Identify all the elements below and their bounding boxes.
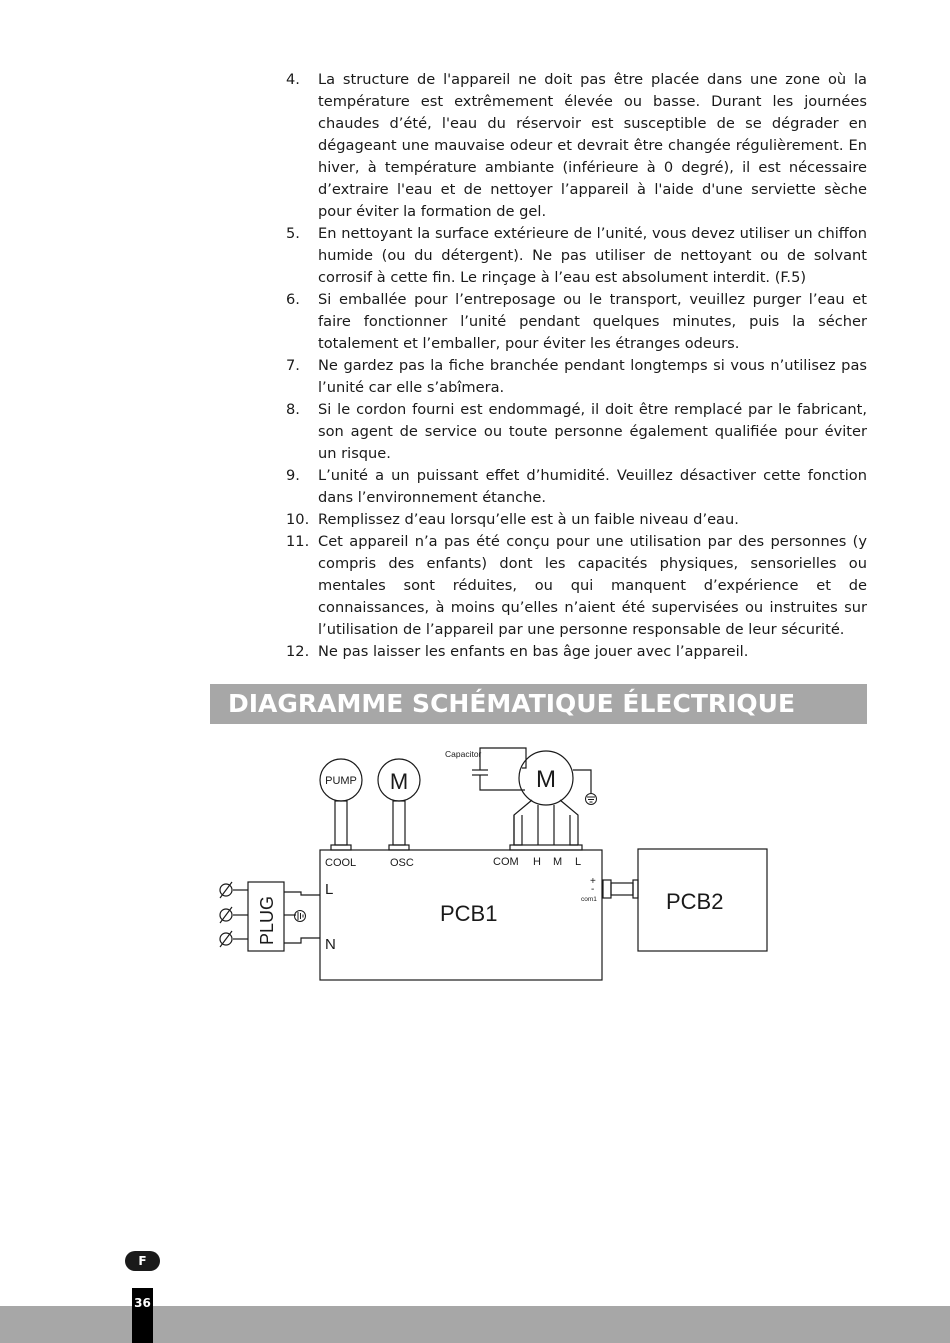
pump-label: PUMP: [325, 775, 357, 787]
com1-label: com1: [581, 896, 597, 903]
minus-label: -: [591, 884, 595, 895]
cool-label: COOL: [325, 857, 357, 869]
capacitor-label: Capacitor: [445, 749, 482, 759]
instruction-item: [286, 355, 867, 399]
pcb2-label: PCB2: [666, 889, 724, 914]
osc-label: OSC: [390, 857, 414, 869]
instruction-item: [286, 223, 867, 289]
m-label: M: [553, 856, 563, 868]
instruction-list: [286, 69, 867, 663]
instruction-number: 4.: [286, 71, 300, 88]
l-speed-label: L: [575, 856, 582, 868]
instruction-item: [286, 509, 867, 531]
instruction-item: [286, 465, 867, 509]
instruction-text: Cet appareil n’a pas été conçu pour une utilisation par des personnes (y compris des enfants) dont les capacités physiques, sensorielles ou mentales sont réduites, ou qui manquent d’expérience et de connaissances, à moins qu’elles n’aient été supervisées ou instruites sur l’utilisation de l’appareil par une personne responsable de leur sécurité.: [318, 533, 867, 638]
instruction-text: Si emballée pour l’entreposage ou le transport, veuillez purger l’eau et faire fonctionner l’unité pendant quelques minutes, puis la sécher totalement et l’emballer, pour éviter les étranges odeurs.: [318, 291, 867, 352]
instruction-text: L’unité a un puissant effet d’humidité. Veuillez désactiver cette fonction dans l’environnement étanche.: [318, 467, 867, 506]
com-label: COM: [493, 856, 519, 868]
plug-label: PLUG: [257, 895, 277, 945]
h-label: H: [533, 856, 541, 868]
instruction-number: 10.: [286, 511, 310, 528]
section-title: DIAGRAMME SCHÉMATIQUE ÉLECTRIQUE: [210, 684, 867, 724]
instruction-number: 9.: [286, 467, 300, 484]
instruction-text: Si le cordon fourni est endommagé, il doit être remplacé par le fabricant, son agent de service ou toute personne également qualifiée pour éviter un risque.: [318, 401, 867, 462]
instruction-item: [286, 531, 867, 641]
language-badge: F: [125, 1251, 160, 1271]
instruction-number: 12.: [286, 643, 310, 660]
instruction-number: 5.: [286, 225, 300, 242]
instruction-text: Remplissez d’eau lorsqu’elle est à un faible niveau d’eau.: [318, 511, 739, 528]
page-number: 36: [132, 1288, 153, 1343]
pcb1-label: PCB1: [440, 901, 498, 926]
instruction-item: [286, 399, 867, 465]
osc-motor-label: M: [389, 769, 409, 794]
plus-label: +: [590, 876, 596, 887]
live-label: L: [325, 881, 334, 898]
instruction-number: 8.: [286, 401, 300, 418]
instruction-item: [286, 641, 867, 663]
instruction-item: [286, 69, 867, 223]
instruction-text: En nettoyant la surface extérieure de l’unité, vous devez utiliser un chiffon humide (ou du détergent). Ne pas utiliser de nettoyant ou de solvant corrosif à cette fin. Le rinçage à l’eau est absolument interdit. (F.5): [318, 225, 867, 286]
osc-motor-circle: [378, 759, 420, 801]
terminal-symbols: [220, 882, 232, 947]
fan-motor-label: M: [536, 766, 556, 793]
instruction-number: 7.: [286, 357, 300, 374]
instruction-number: 6.: [286, 291, 300, 308]
fan-motor-circle: [519, 751, 573, 805]
instruction-number: 11.: [286, 533, 310, 550]
instruction-text: La structure de l'appareil ne doit pas être placée dans une zone où la température est extrêmement élevée ou basse. Durant les journées chaudes d’été, l'eau du réservoir est susceptible de se dégrader en dégageant une mauvaise odeur et devrait être changée régulièrement. En hiver, à température ambiante (inférieure à 0 degré), il est nécessaire d’extraire l'eau et de nettoyer l’appareil à l'aide d'une serviette sèche pour éviter la formation de gel.: [318, 71, 867, 220]
neutral-label: N: [325, 936, 336, 953]
pump-circle: [320, 759, 362, 801]
plug-ground-icon: [295, 911, 306, 922]
ground-icon: [586, 794, 597, 805]
pcb1-box: [320, 850, 602, 980]
instruction-text: Ne gardez pas la fiche branchée pendant longtemps si vous n’utilisez pas l’unité car elle s’abîmera.: [318, 357, 867, 396]
plug-box: [248, 882, 284, 951]
instruction-item: [286, 289, 867, 355]
instruction-text: Ne pas laisser les enfants en bas âge jouer avec l’appareil.: [318, 643, 749, 660]
pcb2-box: [638, 849, 767, 951]
